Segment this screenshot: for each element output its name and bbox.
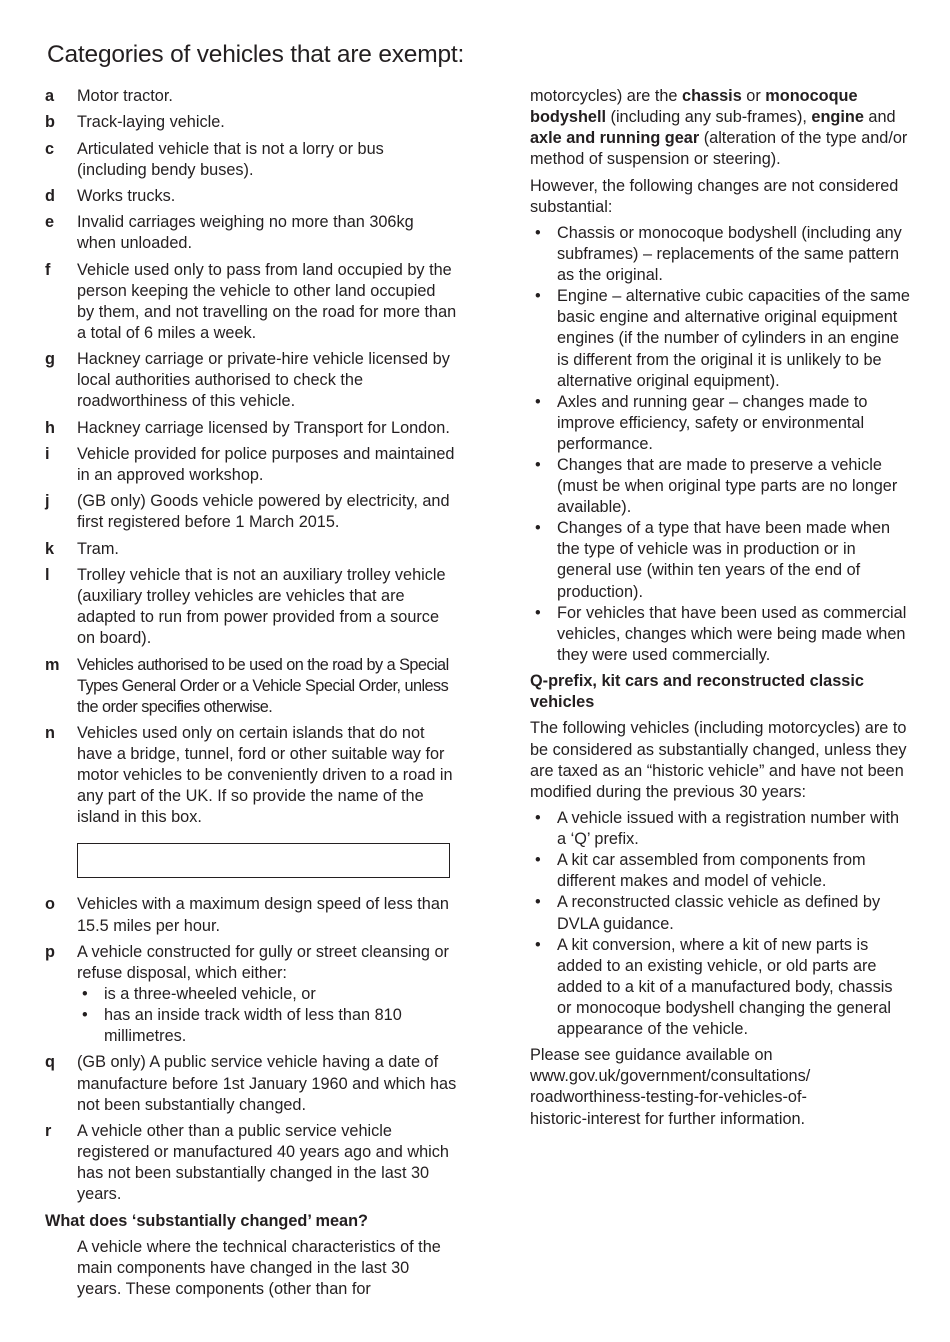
text-run: or [741,87,766,105]
bullet-item: • For vehicles that have been used as commercial vehicles, changes which were being made when they were used commercially. [530,603,910,666]
item-text: Vehicles authorised to be used on the road by a Special Types General Order or a Vehicle Special Order, unless the order specifies otherwise. [77,655,449,716]
qprefix-heading: Q-prefix, kit cars and reconstructed classic vehicles [530,672,864,712]
item-letter: j [45,492,50,511]
item-text: Vehicles with a maximum design speed of less than 15.5 miles per hour. [77,895,449,935]
exempt-item-c [45,139,457,181]
guidance-prefix: Please see guidance available on [530,1046,773,1065]
exempt-item-h [45,418,457,439]
guidance-paragraph [530,1045,910,1129]
exempt-item-i [45,444,457,486]
item-letter: i [45,444,50,463]
item-text: Hackney carriage licensed by Transport for London. [77,418,450,437]
item-letter: q [45,1053,55,1072]
item-text: Hackney carriage or private-hire vehicle licensed by local authorities authorised to check the roadworthiness of this vehicle. [77,350,450,411]
island-name-input[interactable] [77,843,450,878]
text-run: and [863,108,896,127]
substantially-changed-intro: A vehicle where the technical characteristics of the main components have changed in the last 30 years. These components (other than for [77,1237,441,1298]
item-letter: o [45,895,55,914]
exempt-item-o [45,894,457,936]
bullet-item: • Chassis or monocoque bodyshell (including any subframes) – replacements of the same pattern as the original. [530,223,910,286]
item-text: (GB only) Goods vehicle powered by electricity, and first registered before 1 March 2015. [77,492,450,532]
qprefix-intro: The following vehicles (including motorcycles) are to be considered as substantially changed, unless they are taxed as an “historic vehicle” and have not been modified during the previous 30 years: [530,719,907,801]
exempt-item-j [45,491,457,533]
text-run: motorcycles) are the [530,87,683,105]
sub-list-item: • has an inside track width of less than 810 millimetres. [77,1005,457,1047]
item-letter: b [45,113,55,132]
bullet-item: • A kit car assembled from components from different makes and model of vehicle. [530,850,910,892]
sub-list-item: • is a three-wheeled vehicle, or [77,984,457,1005]
guidance-link: www.gov.uk/government/consultations/ [530,1067,811,1086]
not-substantial-intro: However, the following changes are not considered substantial: [530,176,899,216]
item-letter: h [45,418,55,437]
exempt-item-g [45,349,457,412]
sub-list [77,984,457,1047]
exempt-item-f [45,260,457,344]
item-text: Vehicle provided for police purposes and maintained in an approved workshop. [77,444,455,484]
right-column [530,86,910,1135]
item-letter: e [45,213,55,232]
item-text: A vehicle constructed for gully or street cleansing or refuse disposal, which either: [77,942,449,982]
item-text: Vehicles used only on certain islands that do not have a bridge, tunnel, ford or other suitable way for motor vehicles to be conveniently driven to a road in any part of the UK. If so provide the name of the island in this box. [77,723,453,827]
item-text: Vehicle used only to pass from land occupied by the person keeping the vehicle to other land occupied by them, and not travelling on the road for more than a total of 6 miles a week. [77,260,457,342]
item-text: Trolley vehicle that is not an auxiliary trolley vehicle (auxiliary trolley vehicles are vehicles that are adapted to run from power provided from a source on board). [77,565,446,648]
item-text: Tram. [77,539,119,558]
exempt-item-d [45,186,457,207]
bold-term: engine [811,108,864,127]
bullet-item: • Changes that are made to preserve a vehicle (must be when original type parts are no longer available). [530,455,910,518]
item-text: A vehicle other than a public service vehicle registered or manufactured 40 years ago and which has not been substantially changed in the last 30 years. [77,1121,449,1204]
exempt-item-l [45,565,457,649]
text-run: (alteration of the type and/or method of suspension or steering). [530,129,908,169]
left-column [45,86,457,1305]
exempt-item-n [45,723,457,828]
text-run: (including any sub-frames), [606,108,812,127]
item-letter: g [45,350,55,369]
item-text: Track-laying vehicle. [77,113,225,132]
item-text: Invalid carriages weighing no more than 306kg when unloaded. [77,213,414,253]
bullet-item: • A vehicle issued with a registration number with a ‘Q’ prefix. [530,808,910,850]
exempt-item-q [45,1052,457,1115]
item-letter: r [45,1121,52,1140]
item-letter: p [45,942,55,961]
item-letter: d [45,186,55,205]
not-substantial-list [530,223,910,666]
item-letter: a [45,87,55,105]
components-paragraph [530,86,910,170]
item-letter: l [45,565,50,584]
item-letter: f [45,260,51,279]
bold-term: chassis [682,87,742,105]
item-text: Works trucks. [77,186,176,205]
bold-term: monocoque bodyshell [530,87,858,127]
item-letter: k [45,539,55,558]
bullet-item: • Axles and running gear – changes made to improve efficiency, safety or environmental performance. [530,392,910,455]
guidance-link: roadworthiness-testing-for-vehicles-of- [530,1088,807,1107]
exempt-item-p [45,942,457,1047]
exempt-item-k [45,539,457,560]
exempt-item-a [45,86,457,107]
exempt-item-e [45,212,457,254]
guidance-suffix: historic-interest for further information. [530,1109,806,1128]
item-letter: m [45,655,60,674]
substantially-changed-heading: What does ‘substantially changed’ mean? [45,1211,368,1230]
bullet-item: • A kit conversion, where a kit of new parts is added to an existing vehicle, or old parts are added to a kit of a manufactured body, chassis or monocoque bodyshell changing the general appearance of the vehicle. [530,935,910,1040]
page-title: Categories of vehicles that are exempt: [47,41,465,68]
exempt-item-r [45,1121,457,1205]
item-text: (GB only) A public service vehicle having a date of manufacture before 1st January 1960 and which has not been substantially changed. [77,1053,457,1114]
exempt-item-m [45,655,457,718]
qprefix-list [530,808,910,1040]
bullet-item: • Engine – alternative cubic capacities of the same basic engine and alternative original equipment engines (if the number of cylinders in an engine is different from the original it is unlikely to be alternative original equipment). [530,286,910,391]
item-letter: c [45,139,55,158]
bullet-item: • A reconstructed classic vehicle as defined by DVLA guidance. [530,892,910,934]
item-text: Articulated vehicle that is not a lorry or bus (including bendy buses). [77,139,384,179]
item-letter: n [45,723,55,742]
bullet-item: • Changes of a type that have been made when the type of vehicle was in production or in general use (within ten years of the end of production). [530,518,910,602]
bold-term: axle and running gear [530,129,700,148]
exempt-item-b [45,112,457,133]
item-text: Motor tractor. [77,87,173,105]
